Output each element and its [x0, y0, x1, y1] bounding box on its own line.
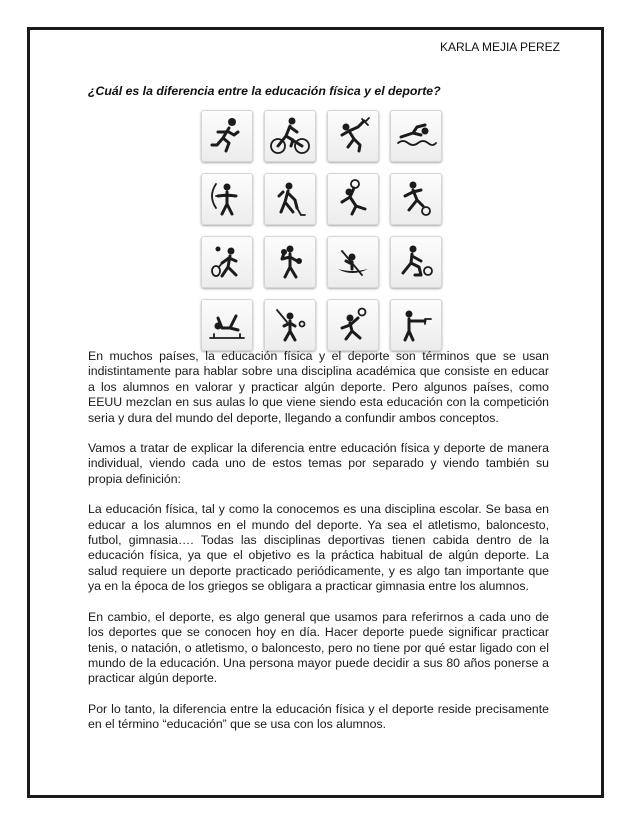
shooter-icon: [390, 299, 442, 351]
paragraph-1: En muchos países, la educación física y el deporte son términos que se usan indistintamente para hablar sobre una disciplina académica que consiste en educar a los alumnos en valorar y practicar algún deporte. Pero algunos países, como EEUU mezclan en sus aulas lo que viene siendo esta educación con la competición seria y dura del mundo del deporte, llegando a confundir ambos conceptos.: [88, 349, 549, 425]
document-question-heading: ¿Cuál es la diferencia entre la educación física y el deporte?: [88, 84, 441, 98]
author-name: KARLA MEJIA PEREZ: [439, 40, 560, 54]
cyclist-icon: [264, 110, 316, 162]
bowler-icon: [390, 236, 442, 288]
archer-icon: [201, 173, 253, 225]
boxer-icon: [264, 236, 316, 288]
tennis-player-icon: [201, 236, 253, 288]
paragraph-3: La educación física, tal y como la conocemos es una disciplina escolar. Se basa en educar a los alumnos en el mundo del deporte. Ya sea el atletismo, baloncesto, futbol, gimnasia…. Todas las disciplinas deportivas tienen cabida dentro de la educación física, ya que el objetivo es la práctica habitual de algún deporte. La salud requiere un deporte practicado periódicamente, y es algo tan importante que ya en la época de los griegos se obligara a practicar gimnasia entre los alumnos.: [88, 502, 549, 594]
runner-icon: [201, 110, 253, 162]
rock-climber-icon: [327, 110, 379, 162]
handball-player-icon: [327, 299, 379, 351]
baseball-batter-icon: [264, 299, 316, 351]
body-text: [88, 349, 549, 748]
volleyball-player-icon: [327, 173, 379, 225]
swimmer-icon: [390, 110, 442, 162]
paragraph-5: Por lo tanto, la diferencia entre la educación física y el deporte reside precisamente en el término “educación” que se usa con los alumnos.: [88, 701, 549, 732]
paragraph-4: En cambio, el deporte, es algo general que usamos para referirnos a cada uno de los deportes que se conocen hoy en día. Hacer deporte puede significar practicar tenis, o natación, o atletismo, o baloncesto, pero no tiene por qué estar ligado con el mundo de la educación. Una persona mayor puede decidir a sus 80 años ponerse a practicar algún deporte.: [88, 609, 549, 686]
kayaker-icon: [327, 236, 379, 288]
sports-pictogram-grid: [201, 110, 442, 351]
hockey-player-icon: [264, 173, 316, 225]
gymnast-icon: [201, 299, 253, 351]
paragraph-2: Vamos a tratar de explicar la diferencia entre educación física y deporte de manera individual, viendo cada uno de estos temas por separado y viendo también su propia definición:: [88, 441, 549, 486]
soccer-player-icon: [390, 173, 442, 225]
